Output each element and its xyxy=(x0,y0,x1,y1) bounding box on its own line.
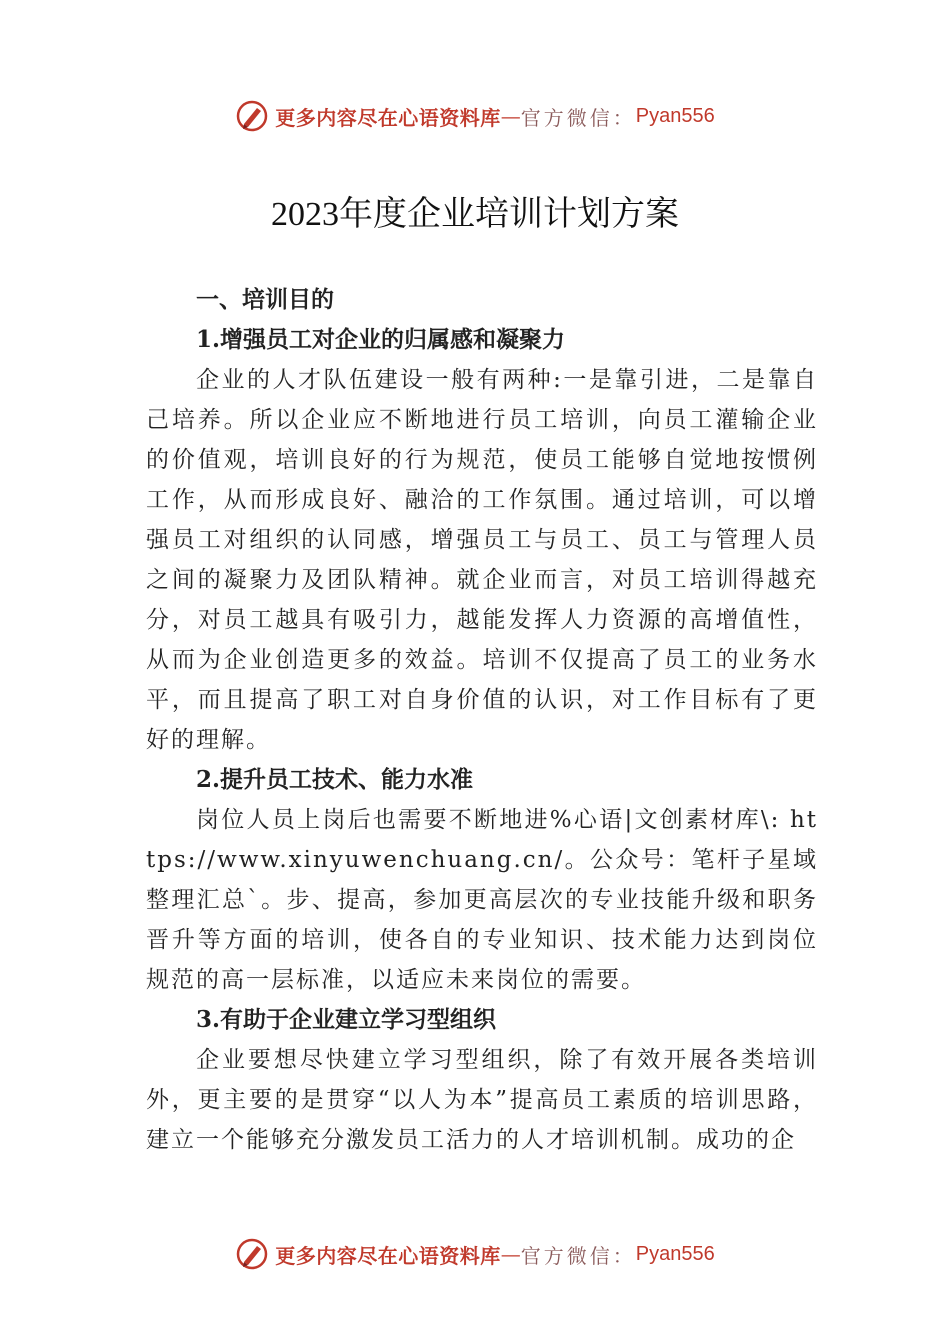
pen-logo-icon xyxy=(235,99,269,133)
section-heading: 一、培训目的 xyxy=(196,286,334,313)
banner-wechat-label: 官方微信： xyxy=(520,105,636,130)
paragraph-1: 企业的人才队伍建设一般有两种:一是靠引进，二是靠自己培养。所以企业应不断地进行员工培训，向员工灌输企业的价值观，培训良好的行为规范，使员工能够自觉地按惯例工作，从而形成良好、融洽的工作氛围。通过培训，可以增强员工对组织的认同感，增强员工与员工、员工与管理人员之间的凝聚力及团队精神。就企业而言，对员工培训得越充分，对员工越具有吸引力，越能发挥人力资源的高增值性， 从而为企业创造更多的效益。培训不仅提高了员工的业务水平，而且提高了职工对自身价值的认识，对工作目标有了更好的理解。 xyxy=(146,367,818,753)
subsection-heading-2: 2.提升员工技术、能力水准 xyxy=(196,766,474,793)
banner-library-text: 更多内容尽在心语资料库 xyxy=(275,105,501,130)
banner-dash: — xyxy=(500,104,521,128)
banner-wechat-id: Pyan556 xyxy=(635,1242,715,1265)
header-banner xyxy=(0,96,950,136)
banner-library-text: 更多内容尽在心语资料库 xyxy=(275,1243,501,1268)
banner-dash: — xyxy=(500,1242,521,1266)
pen-logo-icon xyxy=(235,1237,269,1271)
banner-wechat-id: Pyan556 xyxy=(635,104,715,127)
subsection-heading-3: 3.有助于企业建立学习型组织 xyxy=(196,1006,497,1033)
document-body xyxy=(146,280,818,1160)
paragraph-3: 企业要想尽快建立学习型组织，除了有效开展各类培训外，更主要的是贯穿“以人为本”提高员工素质的培训思路，建立一个能够充分激发员工活力的人才培训机制。成功的企 xyxy=(146,1047,818,1153)
document-title: 2023年度企业培训计划方案 xyxy=(271,196,679,233)
banner-wechat-label: 官方微信： xyxy=(520,1243,636,1268)
paragraph-2: 岗位人员上岗后也需要不断地进%心语|文创素材库\: https://www.xinyuwenchuang.cn/。公众号：笔杆子星域整理汇总`。步、提高，参加更高层次的专业技能升级和职务晋升等方面的培训，使各自的专业知识、技术能力达到岗位规范的高一层标准，以适应未来岗位的需要。 xyxy=(146,807,818,993)
footer-banner xyxy=(0,1234,950,1274)
subsection-heading-1: 1.增强员工对企业的归属感和凝聚力 xyxy=(196,326,566,353)
